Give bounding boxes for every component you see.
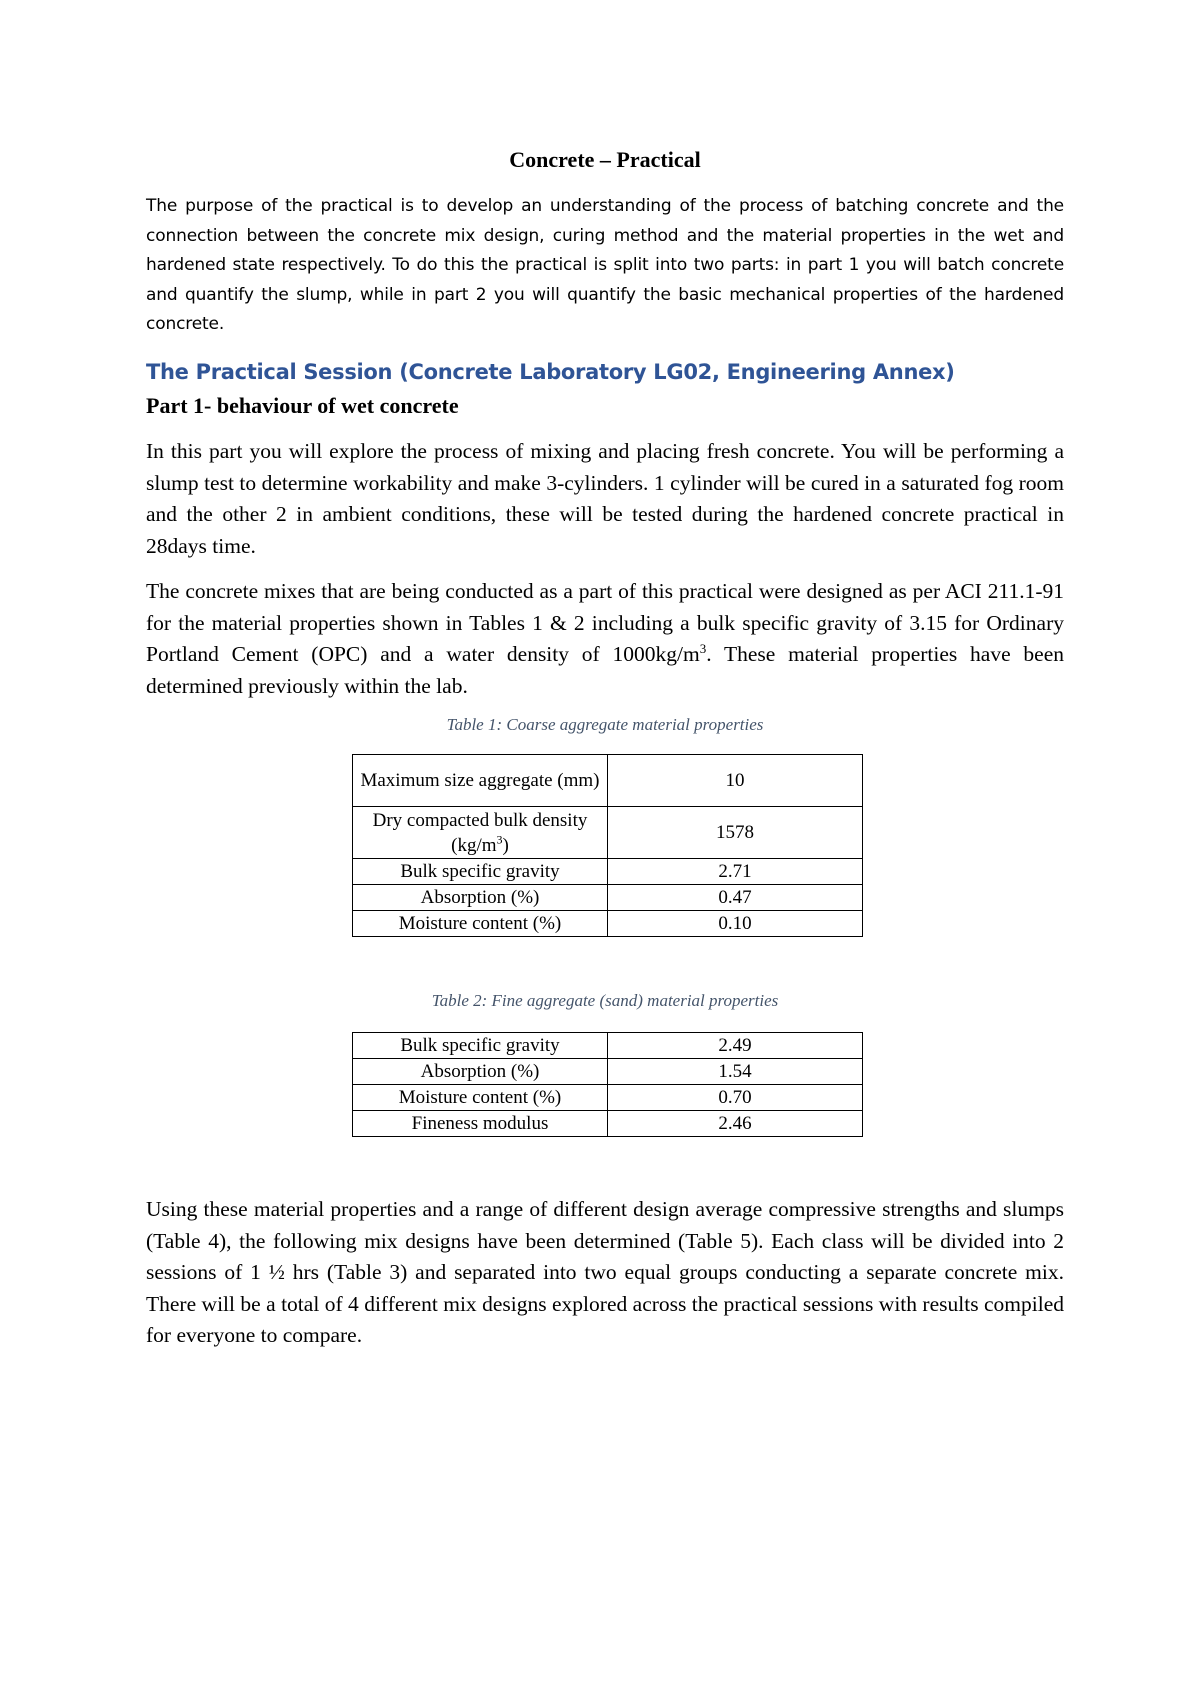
table-cell-label-text-b: ) [502, 834, 509, 856]
part1-paragraph-2-text-b: . These material properties have been determined previously within the lab. [146, 642, 1064, 698]
table-cell-value: 2.46 [608, 1111, 863, 1137]
table-cell-value: 2.71 [608, 859, 863, 885]
table-cell-label: Moisture content (%) [353, 911, 608, 937]
table-cell-label: Bulk specific gravity [353, 859, 608, 885]
table-cell-value: 1578 [608, 807, 863, 859]
part1-paragraph-2 [146, 576, 1064, 702]
table-cell-value: 2.49 [608, 1033, 863, 1059]
table-cell-value: 0.10 [608, 911, 863, 937]
table-cell-label: Bulk specific gravity [353, 1033, 608, 1059]
table-cell-value: 0.70 [608, 1085, 863, 1111]
table-row [353, 807, 863, 859]
part1-paragraph-2-superscript: 3 [699, 640, 707, 656]
intro-paragraph: The purpose of the practical is to develop an understanding of the process of batching concrete and the connection between the concrete mix design, curing method and the material properties in the wet and hardened state respectively. To do this the practical is split into two parts: in part 1 you will batch concrete and quantify the slump, while in part 2 you will quantify the basic mechanical properties of the hardened concrete. [146, 196, 1064, 334]
table-row [353, 911, 863, 937]
table-cell-label-superscript: 3 [496, 832, 503, 847]
part1-heading: Part 1- behaviour of wet concrete [146, 393, 459, 418]
table1-caption: Table 1: Coarse aggregate material properties [446, 715, 764, 734]
section-heading: The Practical Session (Concrete Laboratory LG02, Engineering Annex) [146, 360, 955, 384]
table-cell-label: Absorption (%) [353, 885, 608, 911]
table-cell-value: 1.54 [608, 1059, 863, 1085]
document-title: Concrete – Practical [509, 147, 701, 172]
fine-aggregate-table [352, 1032, 863, 1137]
table-cell-label: Absorption (%) [353, 1059, 608, 1085]
table-row [353, 1085, 863, 1111]
table-row [353, 755, 863, 807]
table-cell-label-text-a: Dry compacted bulk density (kg/m [372, 809, 588, 856]
table-row [353, 1059, 863, 1085]
table-cell-label [353, 807, 608, 859]
table-cell-value: 10 [608, 755, 863, 807]
part1-paragraph-1: In this part you will explore the process of mixing and placing fresh concrete. You will be performing a slump test to determine workability and make 3-cylinders. 1 cylinder will be cured in a saturated fog room and the other 2 in ambient conditions, these will be tested during the hardened concrete practical in 28days time. [146, 439, 1064, 558]
table-cell-label: Fineness modulus [353, 1111, 608, 1137]
coarse-aggregate-table [352, 754, 863, 937]
table-row [353, 1033, 863, 1059]
table-cell-label: Maximum size aggregate (mm) [353, 755, 608, 807]
table-row [353, 885, 863, 911]
table2-caption: Table 2: Fine aggregate (sand) material properties [431, 991, 779, 1010]
table-row [353, 1111, 863, 1137]
closing-paragraph: Using these material properties and a range of different design average compressive strengths and slumps (Table 4), the following mix designs have been determined (Table 5). Each class will be divided into 2 sessions of 1 ½ hrs (Table 3) and separated into two equal groups conducting a separate concrete mix. There will be a total of 4 different mix designs explored across the practical sessions with results compiled for everyone to compare. [146, 1197, 1064, 1347]
part1-paragraph-2-text-a: The concrete mixes that are being conducted as a part of this practical were designed as per ACI 211.1-91 for the material properties shown in Tables 1 & 2 including a bulk specific gravity of 3.15 for Ordinary Portland Cement (OPC) and a water density of 1000kg/m [146, 579, 1064, 666]
table-cell-value: 0.47 [608, 885, 863, 911]
table-row [353, 859, 863, 885]
table-cell-label: Moisture content (%) [353, 1085, 608, 1111]
